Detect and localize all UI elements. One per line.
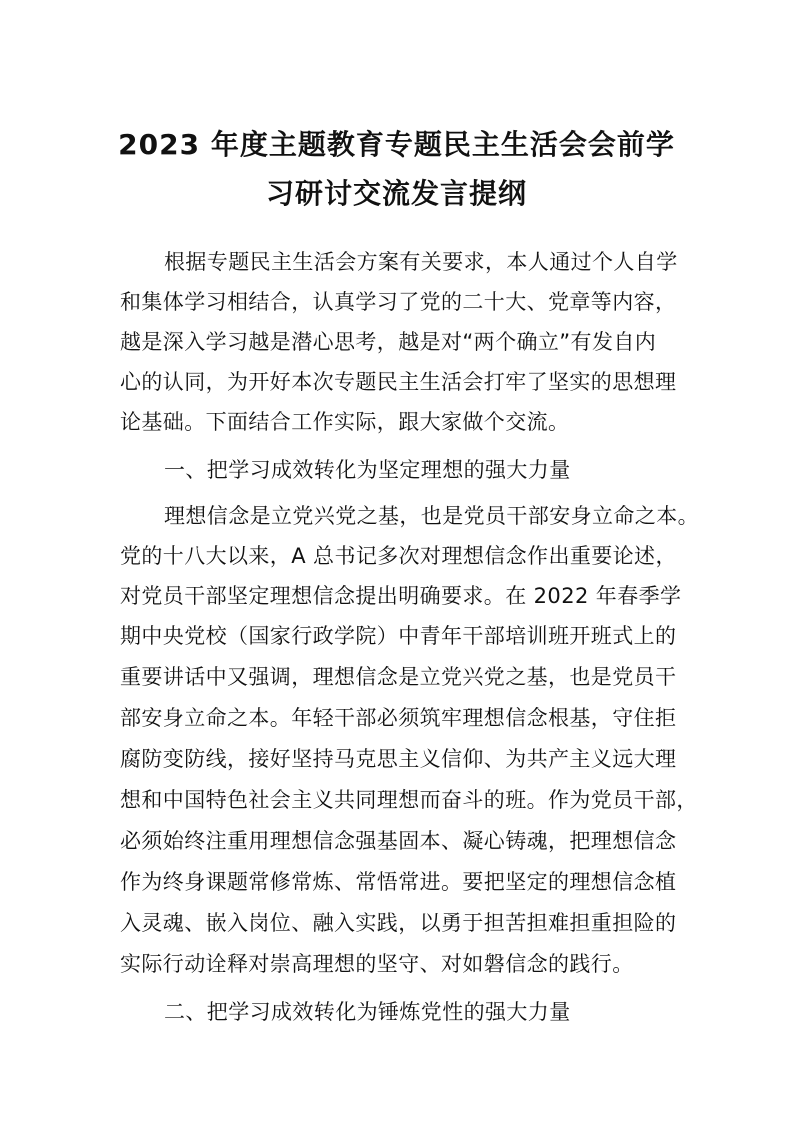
paragraph-2-line-3: 对党员干部坚定理想信念提出明确要求。在 2022 年春季学 [120, 584, 682, 608]
paragraph-2-line-12: 实际行动诠释对崇高理想的坚守、对如磐信念的践行。 [120, 952, 634, 976]
paragraph-2-line-10: 作为终身课题常修常炼、常悟常进。要把坚定的理想信念植 [120, 870, 677, 894]
paragraph-1-line-1: 根据专题民主生活会方案有关要求，本人通过个人自学 [164, 250, 678, 274]
paragraph-2-line-1: 理想信念是立党兴党之基，也是党员干部安身立命之本。 [164, 504, 699, 528]
paragraph-1-line-2: 和集体学习相结合，认真学习了党的二十大、党章等内容， [120, 290, 677, 314]
section-heading-2: 二、把学习成效转化为锤炼党性的强大力量 [164, 1000, 571, 1024]
document-title-line-1: 2023 年度主题教育专题民主生活会会前学 [118, 128, 675, 161]
paragraph-2-line-2: 党的十八大以来，A 总书记多次对理想信念作出重要论述， [120, 544, 677, 568]
paragraph-1-line-5: 论基础。下面结合工作实际，跟大家做个交流。 [120, 410, 570, 434]
document-title-line-2: 习研讨交流发言提纲 [265, 177, 527, 210]
paragraph-2-line-11: 入灵魂、嵌入岗位、融入实践，以勇于担苦担难担重担险的 [120, 911, 677, 935]
paragraph-1-line-3: 越是深入学习越是潜心思考，越是对“两个确立”有发自内 [120, 330, 657, 354]
paragraph-2-line-9: 必须始终注重用理想信念强基固本、凝心铸魂，把理想信念 [120, 829, 677, 853]
paragraph-2-line-5: 重要讲话中又强调，理想信念是立党兴党之基，也是党员干 [120, 665, 677, 689]
paragraph-2-line-8: 想和中国特色社会主义共同理想而奋斗的班。作为党员干部， [120, 788, 698, 812]
paragraph-2-line-4: 期中央党校（国家行政学院）中青年干部培训班开班式上的 [120, 624, 677, 648]
paragraph-2-line-6: 部安身立命之本。年轻干部必须筑牢理想信念根基，守住拒 [120, 706, 677, 730]
section-heading-1: 一、把学习成效转化为坚定理想的强大力量 [164, 458, 571, 482]
paragraph-2-line-7: 腐防变防线，接好坚持马克思主义信仰、为共产主义远大理 [120, 747, 677, 771]
paragraph-1-line-4: 心的认同，为开好本次专题民主生活会打牢了坚实的思想理 [120, 370, 677, 394]
